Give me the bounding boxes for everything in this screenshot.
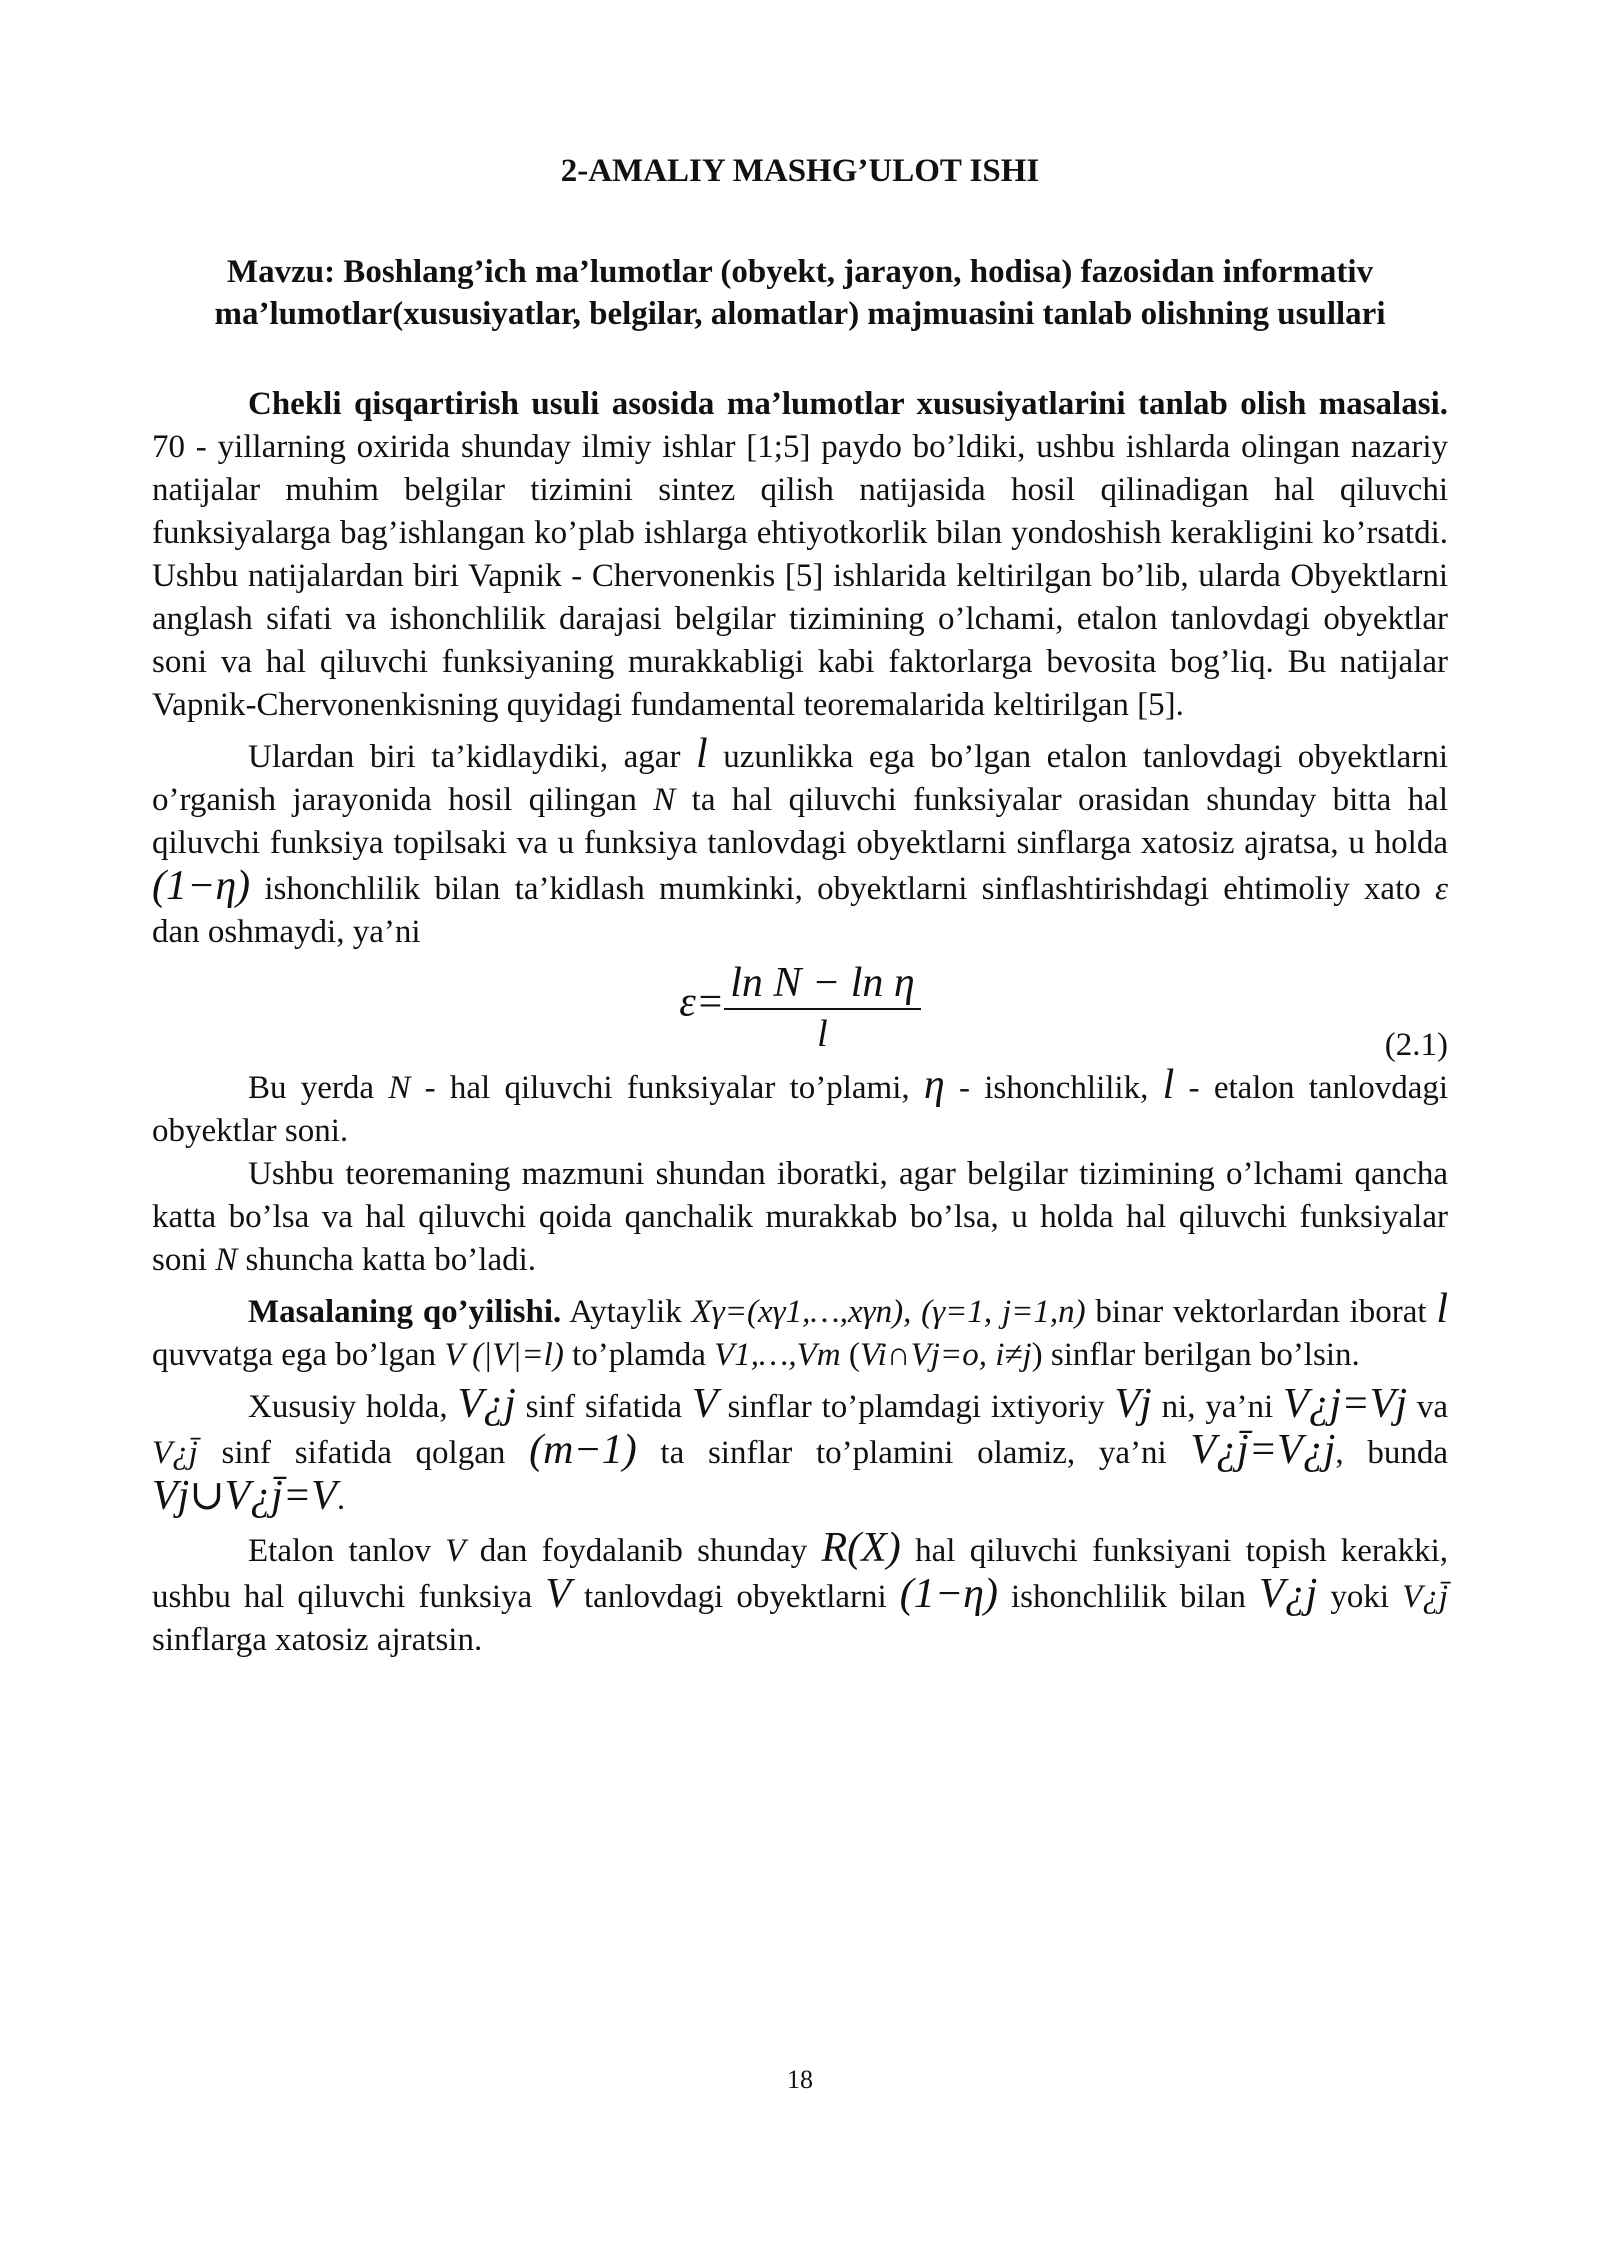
- paragraph-task: [152, 1527, 1448, 1662]
- math-R-X: R(X): [821, 1525, 901, 1571]
- intro-text: 70 - yillarning oxirida shunday ilmiy ishlar [1;5] paydo bo’ldiki, ushbu ishlarda olingan nazariy natijalar muhim belgilar tizimini sintez qilish natijasida hosil qilinadigan hal qiluvchi funksiyalarga bag’ishlangan ko’plab ishlarga ehtiyotkorlik bilan yondoshish kerakligini ko’rsatdi. Ushbu natijalardan biri Vapnik - Chervonenkis [5] ishlarida keltirilgan bo’lib, ularda Obyektlarni anglash sifati va ishonchlilik darajasi belgilar tizimining o’lchami, etalon tanlovdagi obyektlar soni va hal qiluvchi funksiyaning murakkabligi kabi faktorlarga bevosita bog’liq. Bu natijalar Vapnik-Chervonenkisning quyidagi fundamental teoremalarida keltirilgan [5].: [152, 429, 1448, 723]
- section-heading: Chekli qisqartirish usuli asosida ma’lumotlar xususiyatlarini tanlab olish masalasi.: [248, 386, 1448, 422]
- math-m-minus-1: (m−1): [529, 1427, 637, 1473]
- math-V: V: [691, 1381, 718, 1427]
- math-one-minus-eta: (1−η): [152, 863, 251, 909]
- math-l: l: [696, 731, 708, 777]
- text: Ulardan biri ta’kidlaydiki, agar: [248, 739, 697, 775]
- text: ishonchlilik bilan ta’kidlash mumkinki, obyektlarni sinflashtirishdagi ehtimoliy xato: [250, 871, 1435, 907]
- paragraph-definitions: [152, 1064, 1448, 1153]
- text: ) sinflar berilgan bo’lsin.: [1031, 1337, 1360, 1373]
- text: sinf sifatida qolgan: [197, 1435, 530, 1471]
- math-V-jbar-q: V¿j̄: [152, 1435, 198, 1471]
- paragraph-problem-statement: [152, 1288, 1448, 1377]
- page-title: 2-AMALIY MASHG’ULOT ISHI: [560, 153, 1040, 189]
- text: sinf sifatida: [515, 1389, 692, 1425]
- formula-body: [152, 958, 1448, 1058]
- text: tanlovdagi obyektlarni: [570, 1579, 900, 1615]
- text: - ishonchlilik,: [944, 1070, 1163, 1106]
- text: Xususiy holda,: [248, 1389, 458, 1425]
- math-V-j: Vj: [1114, 1381, 1152, 1427]
- text: dan oshmaydi, ya’ni: [152, 914, 421, 950]
- formula-numerator: ln N − ln η: [724, 958, 921, 1010]
- text: Ushbu teoremaning mazmuni shundan iboratki, agar belgilar tizimining o’lchami qancha katta bo’lsa va hal qiluvchi qoida qanchalik murakkab bo’lsa, u holda hal qiluvchi funksiyalar soni: [152, 1156, 1448, 1278]
- paragraph-intro: [152, 383, 1448, 727]
- math-V: V: [545, 1571, 571, 1617]
- math-V-union: Vj∪V¿j̄=V: [152, 1473, 337, 1519]
- math-V-disjoint: Vi∩Vj=o, i≠j: [859, 1337, 1032, 1373]
- text: ni, ya’ni: [1151, 1389, 1283, 1425]
- text: - hal qiluvchi funksiyalar to’plami,: [410, 1070, 924, 1106]
- math-epsilon: ε: [1434, 871, 1448, 907]
- text: dan foydalanib shunday: [465, 1533, 822, 1569]
- text: ta sinflar to’plamini olamiz, ya’ni: [636, 1435, 1191, 1471]
- page-number: 18: [787, 2065, 813, 2094]
- text: Aytaylik: [561, 1294, 692, 1330]
- math-V-j-q: V¿j: [457, 1381, 516, 1427]
- text: sinflar to’plamdagi ixtiyoriy: [717, 1389, 1115, 1425]
- paragraph-meaning: [152, 1153, 1448, 1282]
- math-l: l: [1436, 1286, 1449, 1332]
- text: quvvatga ega bo’lgan: [152, 1337, 445, 1373]
- paragraph-special-case: [152, 1383, 1448, 1521]
- paragraph-theorem: [152, 733, 1448, 954]
- text: ishonchlilik bilan: [997, 1579, 1259, 1615]
- text: shuncha katta bo’ladi.: [237, 1242, 537, 1278]
- math-V-jbar-q: V¿j̄: [1402, 1579, 1448, 1615]
- formula-fraction: [724, 958, 921, 1058]
- text: ta hal qiluvchi funksiyalar orasidan shunday bitta hal qiluvchi funksiya topilsaki va u funksiya tanlovdagi obyektlarni sinflarga xatosiz ajratsa, u holda: [152, 782, 1448, 861]
- math-V-card: V (|V|=l): [444, 1337, 564, 1373]
- text: to’plamda: [563, 1337, 715, 1373]
- text: yoki: [1317, 1579, 1403, 1615]
- formula-lhs: ε=: [679, 979, 725, 1026]
- math-one-minus-eta: (1−η): [899, 1571, 998, 1617]
- text: hal qiluvchi funksiyani topish kerakki, ushbu hal qiluvchi funksiya: [152, 1533, 1448, 1615]
- formula-2-1: [152, 958, 1448, 1063]
- text: sinflarga xatosiz ajratsin.: [152, 1622, 483, 1658]
- problem-heading: Masalaning qo’yilishi.: [248, 1294, 562, 1330]
- text: .: [336, 1481, 346, 1517]
- math-N: N: [215, 1242, 238, 1278]
- math-V-j-eq: V¿j=Vj: [1283, 1381, 1407, 1427]
- text: Bu yerda: [248, 1070, 389, 1106]
- math-V-small: V: [445, 1533, 466, 1569]
- text: va: [1407, 1389, 1448, 1425]
- text: binar vektorlardan iborat: [1085, 1294, 1437, 1330]
- math-N: N: [653, 782, 676, 818]
- document-page: [152, 150, 1448, 1662]
- math-eta: η: [923, 1062, 945, 1108]
- text: , bunda: [1335, 1435, 1448, 1471]
- math-X-gamma: Xγ=(xγ1,…,xγn),: [691, 1294, 912, 1330]
- text: Etalon tanlov: [248, 1533, 446, 1569]
- text: uzunlikka ega bo’lgan etalon tanlovdagi obyektlarni o’rganish jarayonida hosil qilingan: [152, 739, 1448, 818]
- math-V-j-q: V¿j: [1259, 1571, 1318, 1617]
- math-V-jbar-eq: V¿j̄=V¿j: [1190, 1427, 1336, 1473]
- math-V-list: V1,…,Vm: [714, 1337, 841, 1373]
- math-N: N: [388, 1070, 411, 1106]
- text: (: [840, 1337, 860, 1373]
- formula-denominator: l: [817, 1013, 828, 1055]
- formula-number: (2.1): [1384, 1027, 1448, 1063]
- math-gamma-range: (γ=1, j=1,n): [921, 1294, 1086, 1330]
- math-l: l: [1162, 1062, 1175, 1108]
- text: - etalon tanlovdagi obyektlar soni.: [152, 1070, 1449, 1149]
- topic-heading: Mavzu: Boshlang’ich ma’lumotlar (obyekt, jarayon, hodisa) fazosidan informativ ma’lumotlar(xususiyatlar, belgilar, alomatlar) majmuasini tanlab olishning usullari: [214, 254, 1386, 332]
